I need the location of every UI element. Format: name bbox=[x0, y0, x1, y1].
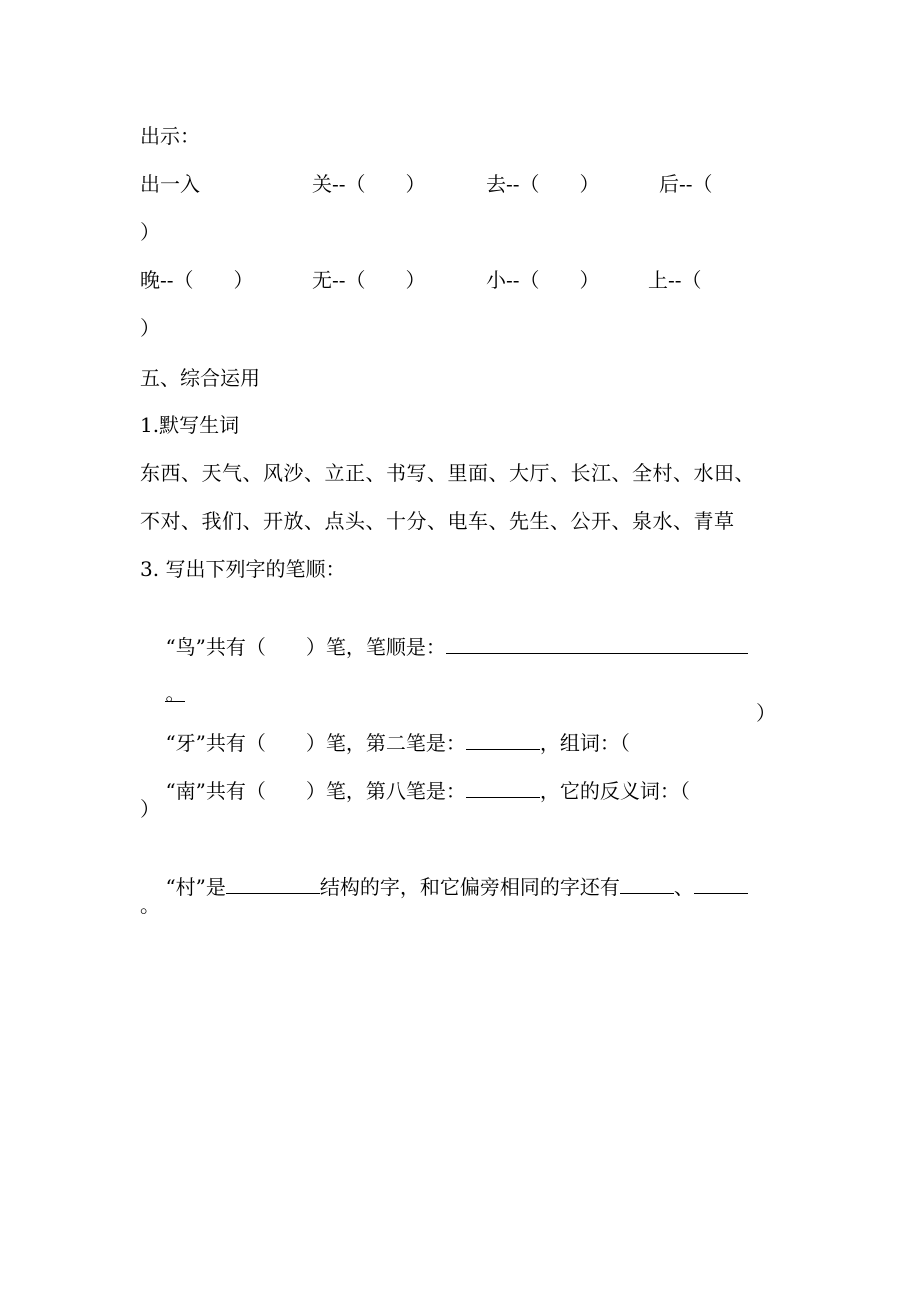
question-title: 3. 写出下列字的笔顺： bbox=[140, 557, 346, 581]
section-title: 五、综合运用 bbox=[140, 366, 260, 390]
question-text: 结构的字，和它偏旁相同的字还有 bbox=[319, 875, 620, 899]
period-underlined: 。 bbox=[165, 681, 186, 705]
period: 。 bbox=[140, 893, 160, 917]
word-list-line: 不对、我们、开放、点头、十分、电车、先生、公开、泉水、青草 bbox=[140, 509, 735, 533]
antonym-item: 去--（ ） bbox=[486, 172, 600, 196]
question-text: ，组词：（ bbox=[539, 731, 630, 755]
antonym-item: 晚--（ ） bbox=[140, 268, 254, 292]
question-text: “村”是 bbox=[165, 875, 226, 899]
answer-blank[interactable] bbox=[446, 631, 748, 654]
separator: 、 bbox=[673, 875, 694, 899]
question-text: “牙”共有（ ）笔，第二笔是： bbox=[165, 731, 466, 755]
intro-label: 出示： bbox=[140, 124, 200, 148]
question-niao bbox=[140, 603, 748, 689]
antonym-item: 上--（ bbox=[648, 268, 702, 292]
answer-blank[interactable] bbox=[226, 871, 320, 894]
answer-blank[interactable] bbox=[466, 775, 540, 798]
word-list-line: 东西、天气、风沙、立正、书写、里面、大厅、长江、全村、水田、 bbox=[140, 461, 755, 485]
question-title: 1.默写生词 bbox=[140, 413, 240, 437]
antonym-item: 关--（ ） bbox=[312, 172, 426, 196]
question-text: “南”共有（ ）笔，第八笔是： bbox=[165, 779, 466, 803]
question-nan bbox=[140, 747, 690, 833]
close-paren: ） bbox=[140, 220, 160, 244]
close-paren: ） bbox=[140, 797, 160, 821]
antonym-item: 后--（ bbox=[659, 172, 713, 196]
close-paren: ） bbox=[140, 316, 160, 340]
antonym-item: 出一入 bbox=[140, 172, 200, 196]
answer-blank[interactable] bbox=[620, 871, 674, 894]
antonym-item: 小--（ ） bbox=[486, 268, 600, 292]
answer-blank[interactable] bbox=[694, 871, 748, 894]
question-text: ，它的反义词：（ bbox=[539, 779, 690, 803]
antonym-item: 无--（ ） bbox=[312, 268, 426, 292]
close-paren: ） bbox=[756, 701, 776, 725]
question-cun bbox=[140, 843, 748, 929]
question-text: “鸟”共有（ ）笔，笔顺是： bbox=[165, 635, 446, 659]
